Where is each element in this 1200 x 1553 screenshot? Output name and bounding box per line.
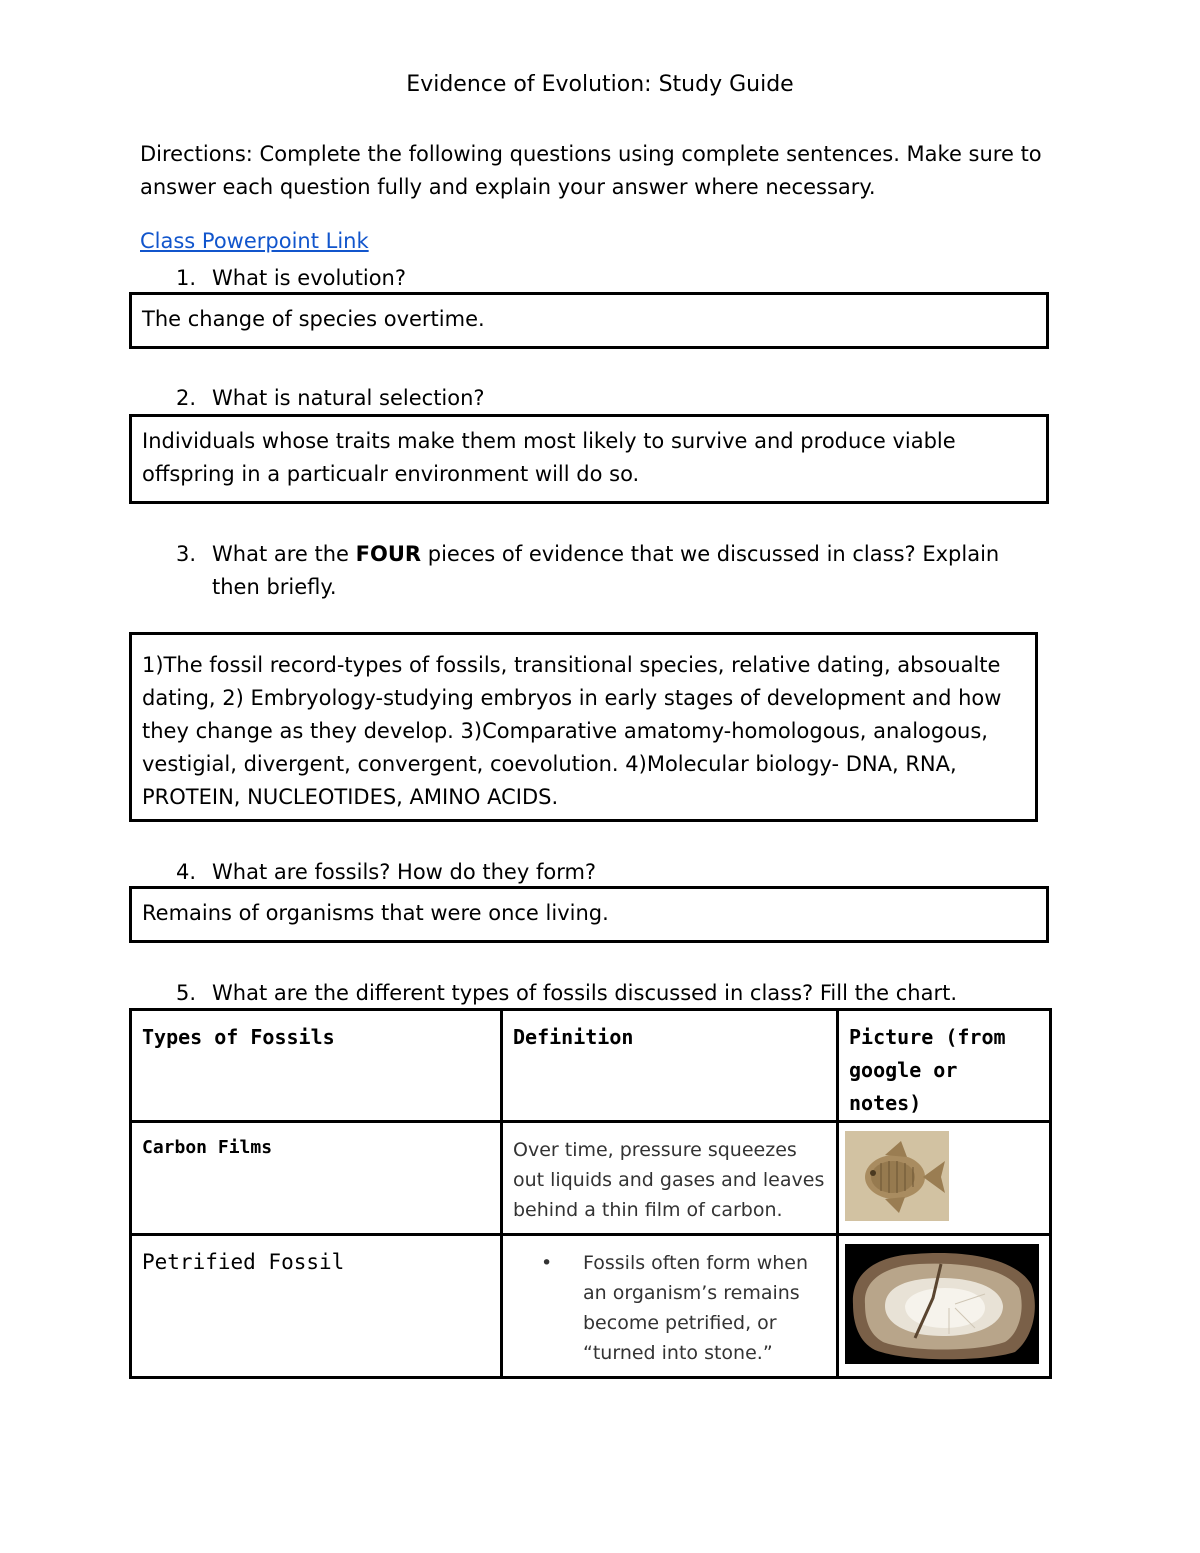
header-picture: Picture (from google or notes) bbox=[838, 1010, 1051, 1122]
answer-text: The change of species overtime. bbox=[142, 307, 485, 331]
fish-fossil-image bbox=[845, 1131, 949, 1221]
answer-text: Remains of organisms that were once living. bbox=[142, 901, 609, 925]
header-types-of-fossils: Types of Fossils bbox=[131, 1010, 502, 1122]
question-text: What are the FOUR pieces of evidence that we discussed in class? Explain then briefly. bbox=[212, 542, 1000, 599]
class-powerpoint-link[interactable]: Class Powerpoint Link bbox=[140, 229, 369, 253]
question-2 bbox=[176, 382, 1056, 415]
question-text: What is evolution? bbox=[212, 266, 407, 290]
fossil-types-table bbox=[129, 1008, 1052, 1379]
question-number: 5. bbox=[176, 981, 197, 1005]
answer-box-2[interactable] bbox=[129, 414, 1049, 504]
fossil-type-cell[interactable]: Carbon Films bbox=[131, 1122, 502, 1235]
page-title: Evidence of Evolution: Study Guide bbox=[406, 72, 794, 97]
list-item bbox=[513, 1248, 826, 1368]
question-text: What is natural selection? bbox=[212, 386, 485, 410]
answer-text: 1)The fossil record-types of fossils, transitional species, relative dating, absoualte dating, 2) Embryology-studying embryos in early stages of development and how they change as they develop. 3)Comparative amatomy-homologous, analogous, vestigial, divergent, convergent, coevolution. 4)Molecular biology- DNA, RNA, PROTEIN, NUCLEOTIDES, AMINO ACIDS. bbox=[142, 653, 1002, 809]
table-row bbox=[131, 1122, 1051, 1235]
answer-text: Individuals whose traits make them most likely to survive and produce viable offspring in a particualr environment will do so. bbox=[142, 429, 956, 486]
picture-cell[interactable] bbox=[838, 1122, 1051, 1235]
answer-box-4[interactable] bbox=[129, 886, 1049, 943]
table-header-row bbox=[131, 1010, 1051, 1122]
picture-cell[interactable] bbox=[838, 1235, 1051, 1378]
directions-text: Directions: Complete the following questions using complete sentences. Make sure to answer each question fully and explain your answer where necessary. bbox=[140, 142, 1042, 199]
question-text: What are fossils? How do they form? bbox=[212, 860, 597, 884]
answer-box-1[interactable] bbox=[129, 292, 1049, 349]
question-text: What are the different types of fossils discussed in class? Fill the chart. bbox=[212, 981, 958, 1005]
definition-text: Fossils often form when an organism’s remains become petrified, or “turned into stone.” bbox=[583, 1252, 809, 1364]
answer-box-3[interactable] bbox=[129, 632, 1038, 822]
question-number: 1. bbox=[176, 266, 197, 290]
definition-cell[interactable]: Over time, pressure squeezes out liquids and gases and leaves behind a thin film of carbon. bbox=[502, 1122, 838, 1235]
header-definition: Definition bbox=[502, 1010, 838, 1122]
question-3 bbox=[176, 538, 1056, 604]
question-number: 2. bbox=[176, 386, 197, 410]
question-5 bbox=[176, 977, 1056, 1010]
question-4 bbox=[176, 856, 1056, 889]
question-number: 4. bbox=[176, 860, 197, 884]
table-row bbox=[131, 1235, 1051, 1378]
question-1 bbox=[176, 262, 1056, 295]
definition-cell[interactable] bbox=[502, 1235, 838, 1378]
fossil-type-cell[interactable]: Petrified Fossil bbox=[131, 1235, 502, 1378]
question-number: 3. bbox=[176, 542, 197, 566]
petrified-wood-image bbox=[845, 1244, 1039, 1364]
emphasis-four: FOUR bbox=[355, 542, 422, 566]
bullet-icon: • bbox=[541, 1252, 553, 1274]
